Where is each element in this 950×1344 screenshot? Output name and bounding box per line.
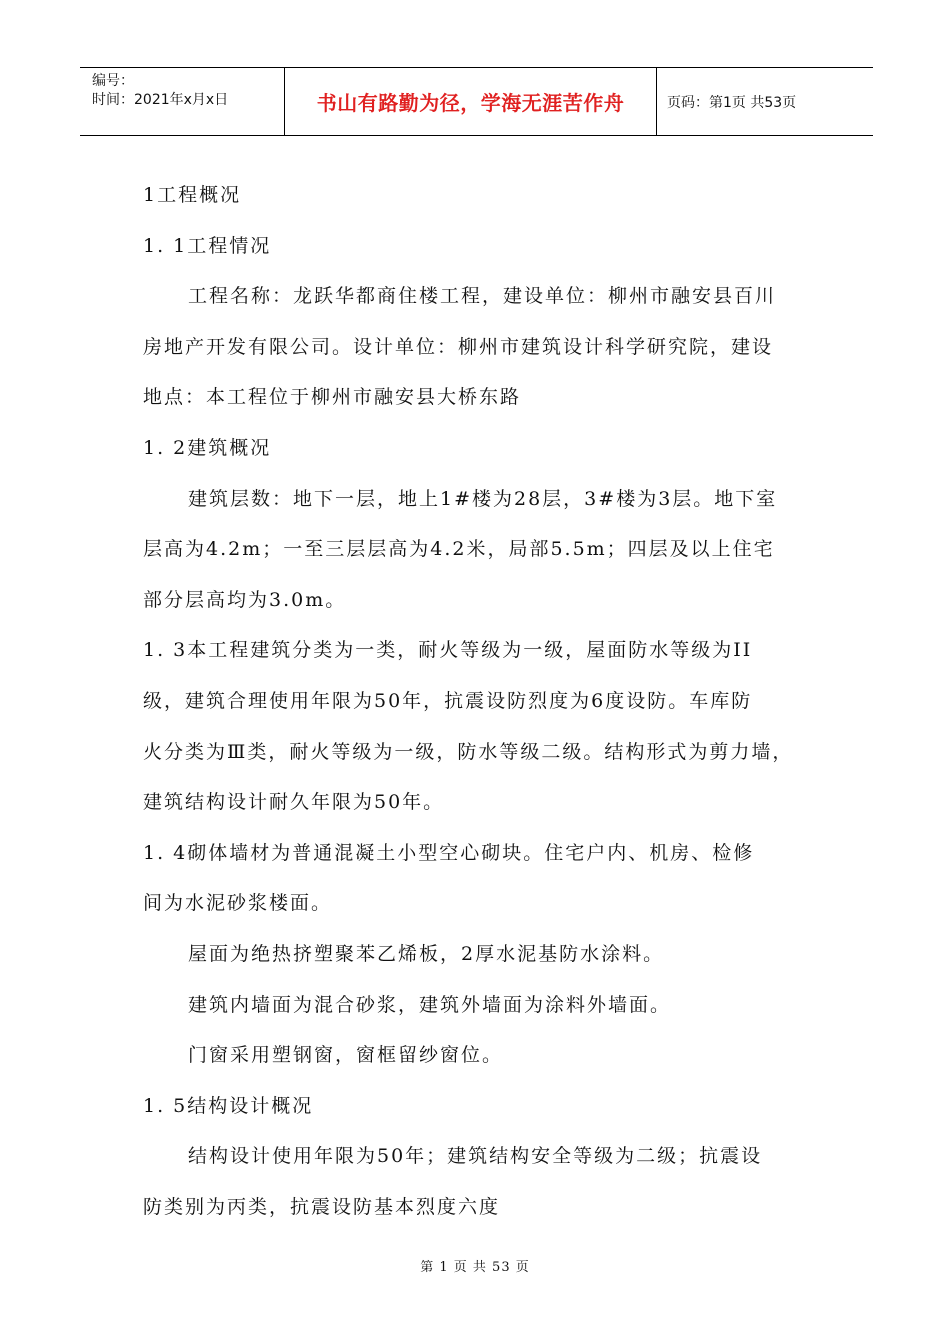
body-line: 工程名称：龙跃华都商住楼工程，建设单位：柳州市融安县百川 bbox=[188, 285, 777, 308]
document-body bbox=[143, 170, 823, 1232]
body-line: 房地产开发有限公司。设计单位：柳州市建筑设计科学研究院，建设 bbox=[143, 335, 774, 358]
body-line: 结构设计使用年限为50年；建筑结构安全等级为二级；抗震设 bbox=[188, 1145, 763, 1168]
body-line: 1. 2建筑概况 bbox=[143, 436, 272, 459]
page-header bbox=[80, 67, 873, 136]
page-footer: 第 1 页 共 53 页 bbox=[420, 1260, 530, 1275]
header-page-info: 页码：第1页 共53页 bbox=[667, 94, 797, 111]
body-line: 建筑层数：地下一层，地上1#楼为28层，3#楼为3层。地下室 bbox=[188, 487, 778, 510]
body-line: 1. 4砌体墙材为普通混凝土小型空心砌块。住宅户内、机房、检修 bbox=[143, 841, 755, 864]
body-line: 1. 5结构设计概况 bbox=[143, 1094, 314, 1117]
body-line: 门窗采用塑钢窗，窗框留纱窗位。 bbox=[188, 1044, 504, 1067]
document-number-label: 编号： bbox=[92, 73, 134, 89]
body-line: 级，建筑合理使用年限为50年，抗震设防烈度为6度设防。车库防 bbox=[143, 689, 753, 712]
body-line: 1工程概况 bbox=[143, 184, 242, 206]
body-line: 1. 3本工程建筑分类为一类，耐火等级为一级，屋面防水等级为II bbox=[143, 639, 753, 662]
body-line: 部分层高均为3.0m。 bbox=[143, 588, 347, 611]
body-line: 层高为4.2m；一至三层层高为4.2米，局部5.5m；四层及以上住宅 bbox=[143, 538, 775, 561]
header-meta bbox=[80, 68, 285, 135]
document-date-label: 时间：2021年x月x日 bbox=[92, 92, 229, 108]
body-line: 建筑内墙面为混合砂浆，建筑外墙面为涂料外墙面。 bbox=[188, 993, 672, 1016]
header-motto: 书山有路勤为径，学海无涯苦作舟 bbox=[285, 68, 657, 135]
body-line: 1. 1工程情况 bbox=[143, 234, 272, 257]
body-line: 屋面为绝热挤塑聚苯乙烯板，2厚水泥基防水涂料。 bbox=[188, 942, 665, 965]
body-line: 防类别为丙类，抗震设防基本烈度六度 bbox=[143, 1195, 501, 1218]
body-line: 间为水泥砂浆楼面。 bbox=[143, 892, 333, 915]
body-line: 火分类为Ⅲ类，耐火等级为一级，防水等级二级。结构形式为剪力墙， bbox=[143, 740, 794, 763]
body-line: 地点：本工程位于柳州市融安县大桥东路 bbox=[143, 386, 522, 409]
body-line: 建筑结构设计耐久年限为50年。 bbox=[143, 791, 445, 814]
